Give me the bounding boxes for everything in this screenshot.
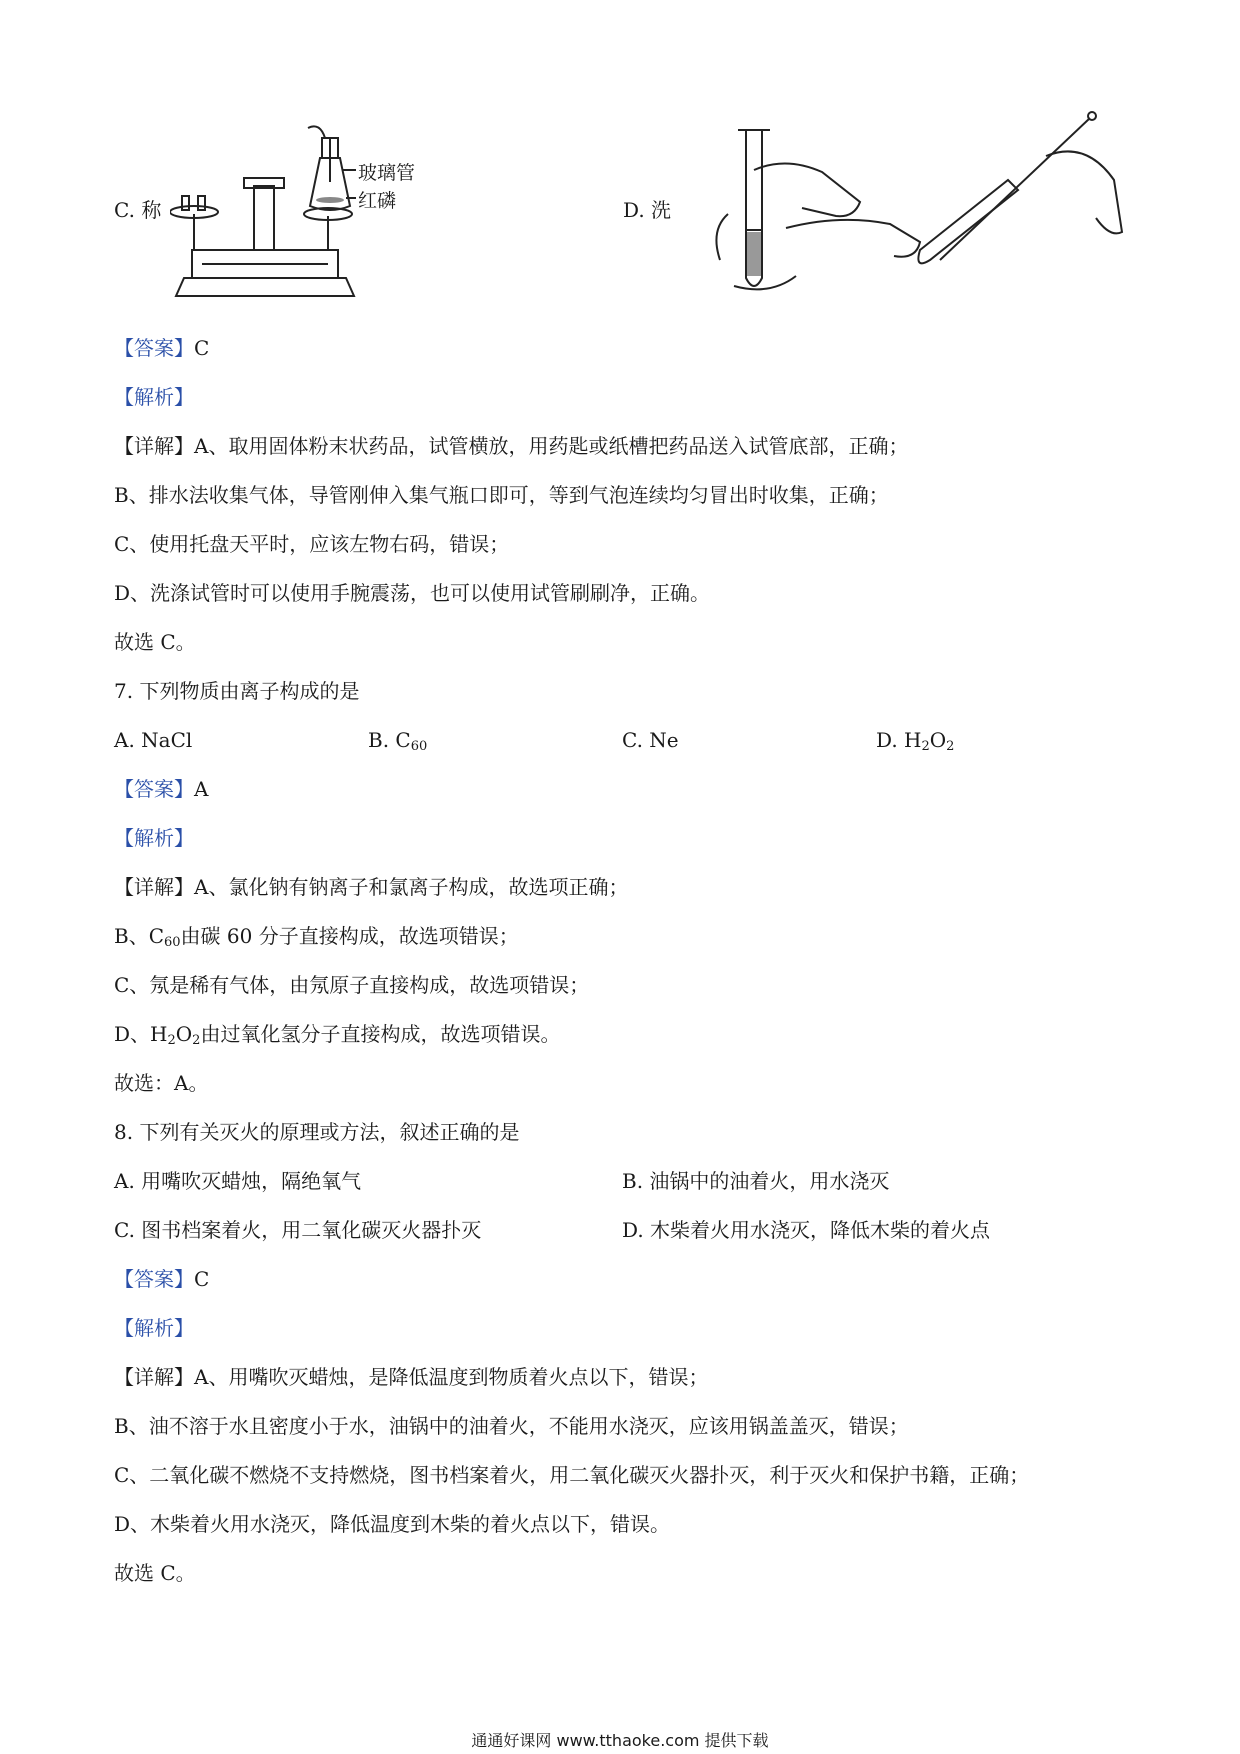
q6-detail-b: B、排水法收集气体，导管刚伸入集气瓶口即可，等到气泡连续均匀冒出时收集，正确； xyxy=(114,483,889,507)
q6-detail-tag: 【详解】 xyxy=(114,434,194,458)
q7-option-a: A. NaCl xyxy=(114,728,193,752)
q6-option-c-text: 称 xyxy=(141,198,162,222)
q6-detail-a: 【详解】A、取用固体粉末状药品，试管横放，用药匙或纸槽把药品送入试管底部，正确； xyxy=(114,434,909,458)
q8-detail-tag: 【详解】 xyxy=(114,1365,194,1389)
q7-detail-b: B、$C_{60}$由碳 60 分子直接构成，故选项错误； xyxy=(114,924,519,950)
q7-answer-tag: 【答案】 xyxy=(114,777,194,801)
q6-option-d-letter: D. xyxy=(623,198,645,222)
q8-option-d: D. 木柴着火用水浇灭，降低木柴的着火点 xyxy=(622,1218,991,1242)
q7-answer-value: A xyxy=(194,777,209,801)
q7-option-b: B. $C_{60}$ xyxy=(368,728,428,754)
q6-detail-d: D、洗涤试管时可以使用手腕震荡，也可以使用试管刷刷净，正确。 xyxy=(114,581,711,605)
q6-detail-c: C、使用托盘天平时，应该左物右码，错误； xyxy=(114,532,510,556)
q6-option-c-letter: C. xyxy=(114,198,135,222)
q7-detail-d: D、$H_2O_2$由过氧化氢分子直接构成，故选项错误。 xyxy=(114,1022,561,1048)
q8-answer-tag: 【答案】 xyxy=(114,1267,194,1291)
q8-detail-d: D、木柴着火用水浇灭，降低温度到木柴的着火点以下，错误。 xyxy=(114,1512,671,1536)
q8-option-b: B. 油锅中的油着火，用水浇灭 xyxy=(622,1169,890,1193)
q7-option-c: C. Ne xyxy=(622,728,679,752)
q7-answer xyxy=(114,776,208,802)
q8-analysis-tag: 【解析】 xyxy=(114,1316,194,1340)
label-red-phosphorus: 红磷 xyxy=(358,190,397,212)
q6-answer-value: C xyxy=(194,336,210,360)
q7-conclusion: 故选：A。 xyxy=(114,1071,209,1095)
q7-detail-tag: 【详解】 xyxy=(114,875,194,899)
balance-figure xyxy=(170,118,440,302)
q6-option-d xyxy=(623,197,671,223)
q6-analysis-tag: 【解析】 xyxy=(114,385,194,409)
q8-option-c: C. 图书档案着火，用二氧化碳灭火器扑灭 xyxy=(114,1218,482,1242)
q8-answer-value: C xyxy=(194,1267,210,1291)
q7-question: 7. 下列物质由离子构成的是 xyxy=(114,679,360,703)
q6-option-c xyxy=(114,197,161,223)
q8-detail-b: B、油不溶于水且密度小于水，油锅中的油着火，不能用水浇灭，应该用锅盖盖灭，错误； xyxy=(114,1414,909,1438)
page-footer: 通通好课网 www.tthaoke.com 提供下载 xyxy=(471,1731,769,1750)
q6-option-d-text: 洗 xyxy=(651,198,672,222)
q6-answer xyxy=(114,335,209,361)
q6-conclusion: 故选 C。 xyxy=(114,630,196,654)
wash-tube-figure xyxy=(690,110,1130,306)
q8-option-a: A. 用嘴吹灭蜡烛，隔绝氧气 xyxy=(114,1169,362,1193)
q7-option-d: D. $H_2O_2$ xyxy=(876,728,955,754)
q8-detail-a: 【详解】A、用嘴吹灭蜡烛，是降低温度到物质着火点以下，错误； xyxy=(114,1365,709,1389)
q6-answer-tag: 【答案】 xyxy=(114,336,194,360)
q8-answer xyxy=(114,1266,209,1292)
q7-detail-c: C、氖是稀有气体，由氖原子直接构成，故选项错误； xyxy=(114,973,590,997)
q7-analysis-tag: 【解析】 xyxy=(114,826,194,850)
label-glass-tube: 玻璃管 xyxy=(358,162,416,184)
q8-question: 8. 下列有关灭火的原理或方法，叙述正确的是 xyxy=(114,1120,520,1144)
q7-detail-a: 【详解】A、氯化钠有钠离子和氯离子构成，故选项正确； xyxy=(114,875,629,899)
q8-detail-c: C、二氧化碳不燃烧不支持燃烧，图书档案着火，用二氧化碳灭火器扑灭，利于灭火和保护书籍，正确； xyxy=(114,1463,1030,1487)
q8-conclusion: 故选 C。 xyxy=(114,1561,196,1585)
